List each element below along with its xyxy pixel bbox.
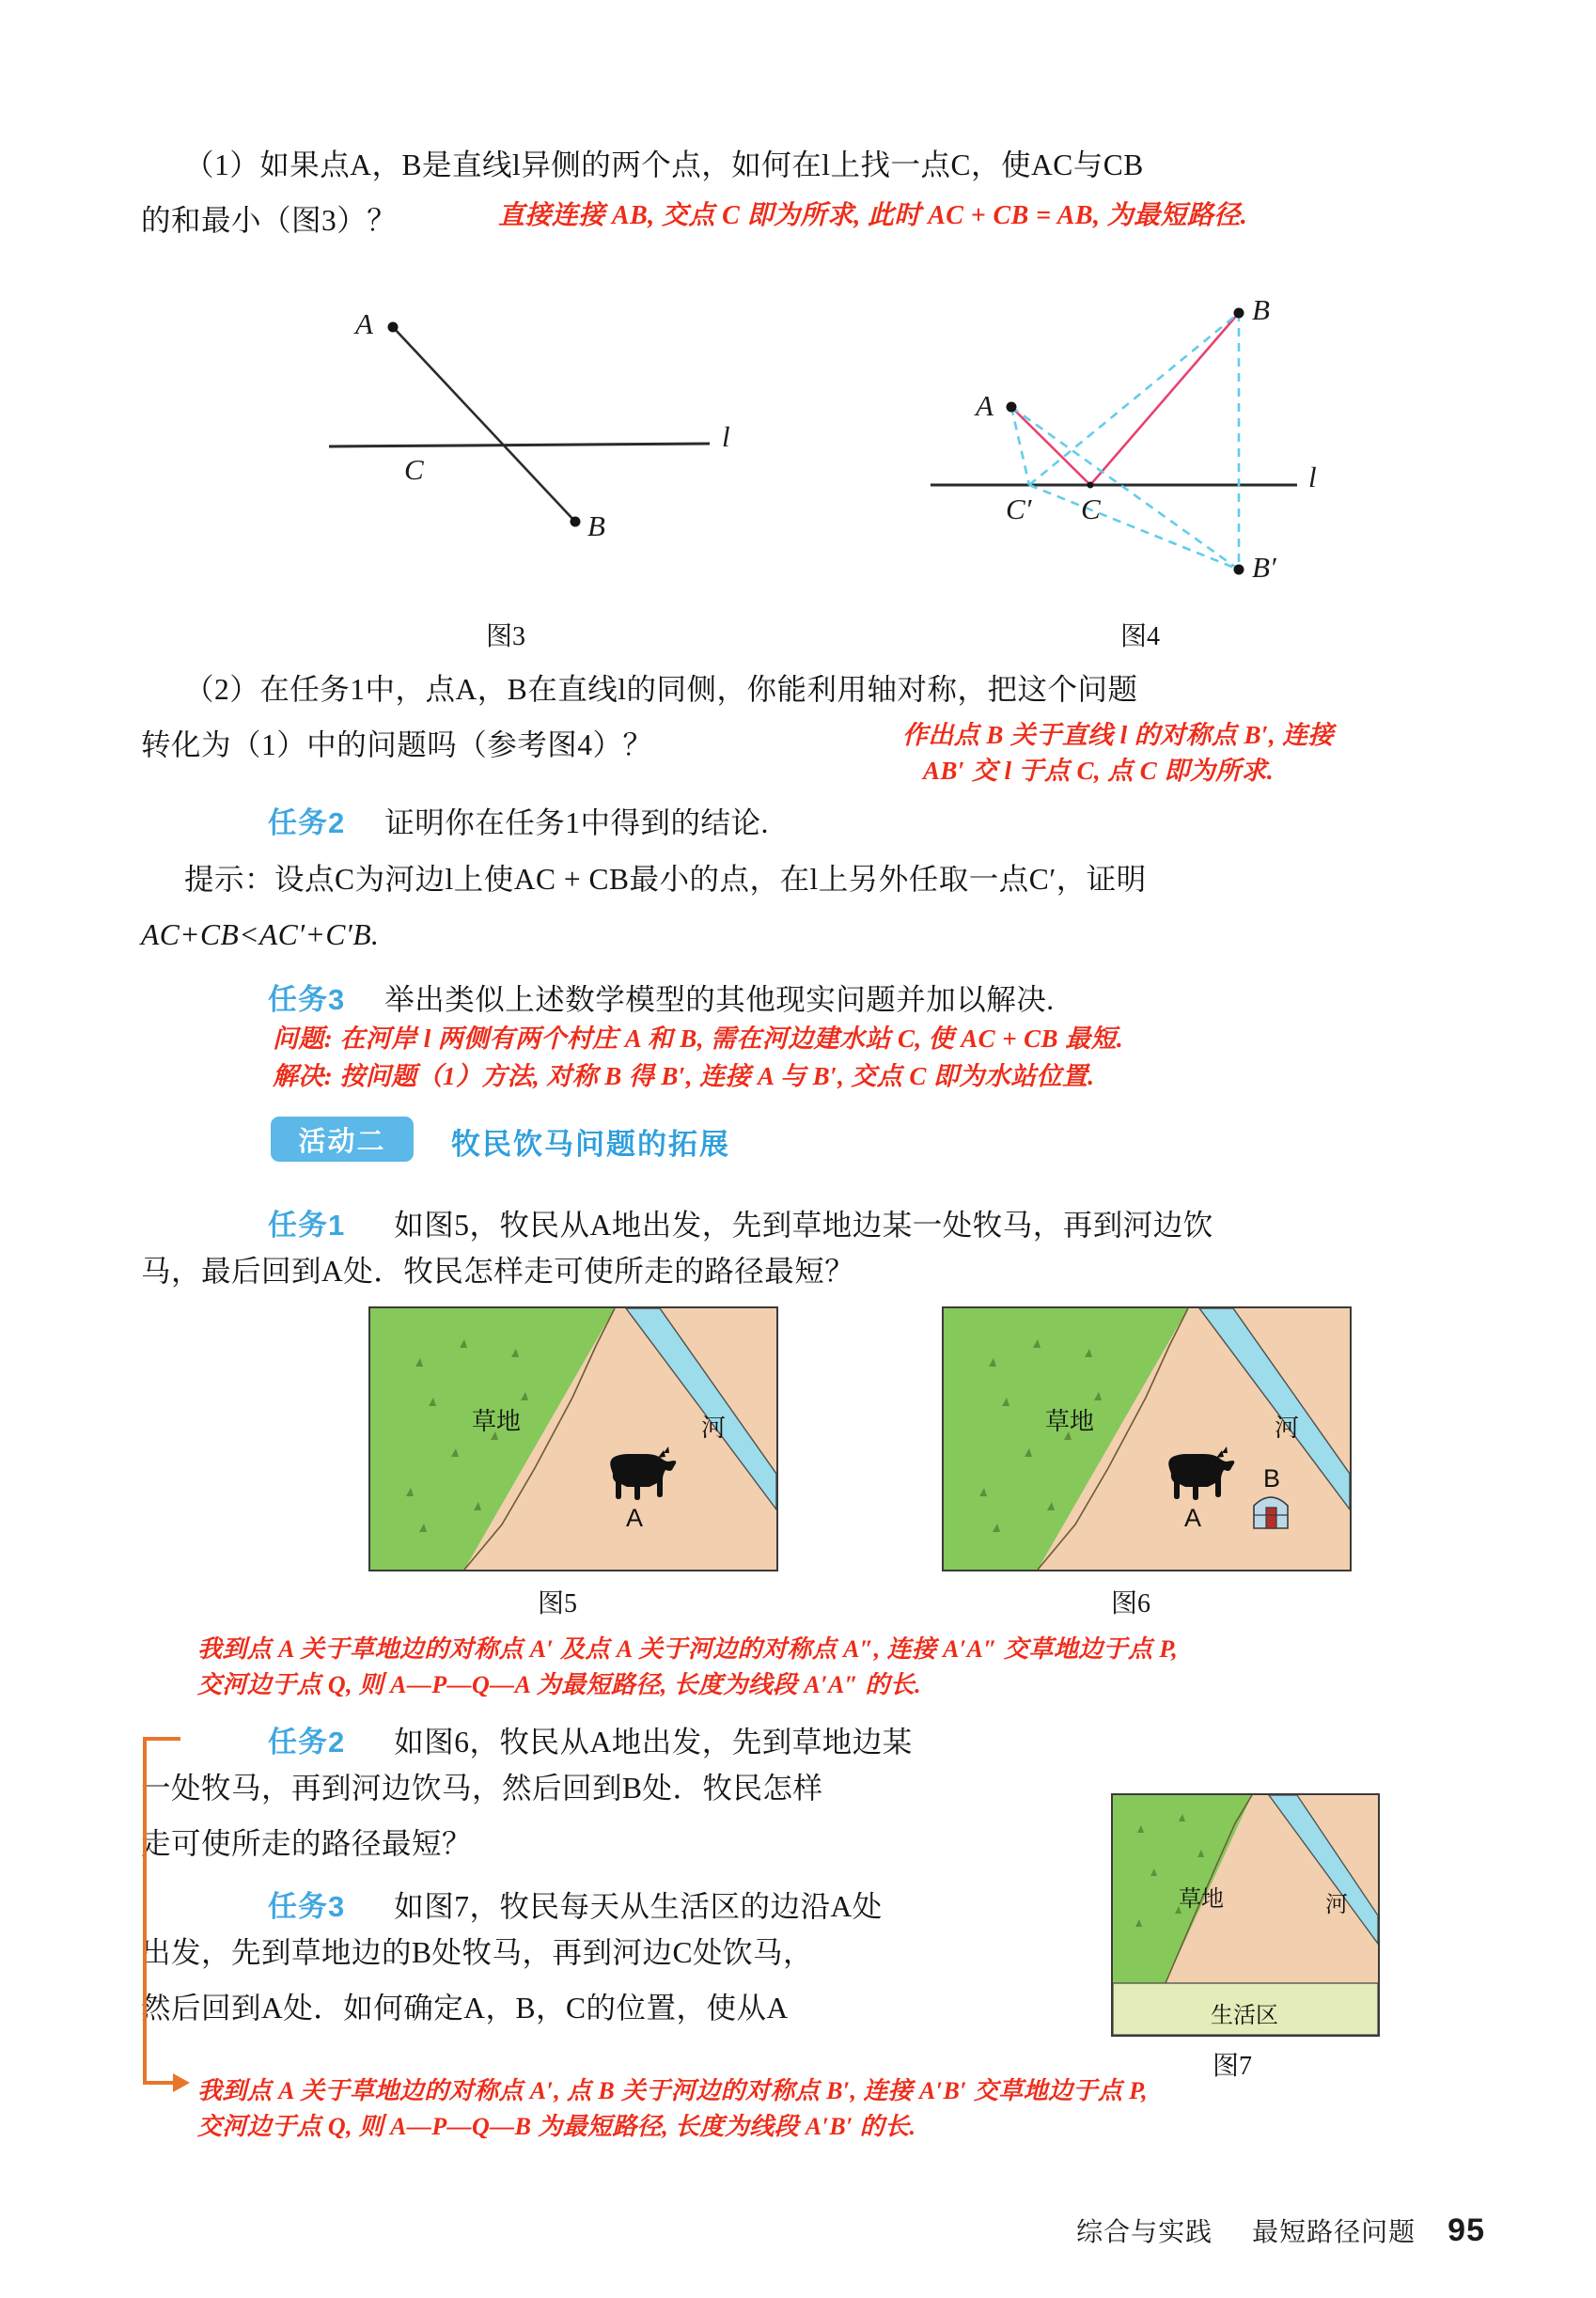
a2task3-line3: 然后回到A处．如何确定A，B，C的位置，使从A	[141, 1992, 789, 2024]
a2task3-label: 任务3	[268, 1890, 346, 1923]
a2task2-line3: 走可使所走的路径最短？	[141, 1827, 473, 1860]
figure-4-label-l: l	[1308, 461, 1317, 493]
task3-text: 举出类似上述数学模型的其他现实问题并加以解决.	[384, 983, 1055, 1016]
a2task1-heading	[268, 1201, 1213, 1243]
task2-text: 证明你在任务1中得到的结论.	[384, 806, 769, 839]
question1-annotation: 直接连接 AB, 交点 C 即为所求, 此时 AC + CB = AB, 为最短路径.	[498, 201, 1248, 230]
a2task3-line2: 出发，先到草地边的B处牧马，再到河边C处饮马，	[141, 1936, 814, 1969]
a2task1-line1: 如图5，牧民从A地出发，先到草地边某一处牧马，再到河边饮	[394, 1209, 1213, 1242]
figure-4-label-a: A	[976, 389, 994, 422]
a2task3-annotation-line1: 我到点 A 关于草地边的对称点 A′, 点 B 关于河边的对称点 B′, 连接 A′B′ 交草地边于点 P,	[197, 2077, 1148, 2104]
figure-3-label-c: C	[404, 453, 424, 486]
figure-7-scene	[1111, 1793, 1380, 2037]
figure-3-label-a: A	[355, 307, 373, 340]
figure-3-label-l: l	[722, 420, 730, 453]
task2-label: 任务2	[268, 806, 346, 839]
question2-annotation-line2: AB′ 交 l 于点 C, 点 C 即为所求.	[923, 757, 1275, 785]
task2-hint-line2: AC+CB<AC′+C′B.	[141, 918, 380, 951]
a2task3-annotation-line2: 交河边于点 Q, 则 A—P—Q—B 为最短路径, 长度为线段 A′B′ 的长.	[197, 2113, 916, 2140]
a2task2-line1: 如图6，牧民从A地出发，先到草地边某	[394, 1726, 913, 1759]
figure-6-point-b: B	[1263, 1464, 1281, 1493]
a2task2-line2: 一处牧马，再到河边饮马，然后回到B处．牧民怎样	[141, 1772, 823, 1805]
figure-4-label-b: B	[1252, 293, 1270, 326]
figure-4-caption: 图4	[1120, 622, 1161, 651]
question2-line2: 转化为（1）中的问题吗（参考图4）？	[141, 728, 653, 761]
page-number: 95	[1447, 2212, 1485, 2248]
figure-5-river-label: 河	[701, 1414, 727, 1442]
figure-3-label-b: B	[587, 509, 605, 542]
figure-6-point-a: A	[1184, 1504, 1202, 1532]
footer-topic: 最短路径问题	[1252, 2218, 1416, 2247]
footer-section: 综合与实践	[1076, 2218, 1213, 2247]
margin-bracket-arrow	[137, 1735, 194, 2116]
figure-6-caption: 图6	[1111, 1589, 1151, 1618]
task2-hint-line1: 提示：设点C为河边l上使AC + CB最小的点，在l上另外任取一点C′，证明	[184, 863, 1147, 896]
task3-label: 任务3	[268, 983, 346, 1016]
activity2-title: 牧民饮马问题的拓展	[451, 1128, 730, 1161]
figure-6-river-label: 河	[1275, 1414, 1300, 1442]
task2-heading	[268, 799, 769, 841]
figure-7-caption: 图7	[1213, 2052, 1253, 2081]
figure-4-label-b-prime: B′	[1252, 551, 1276, 584]
page-footer	[1076, 2212, 1485, 2249]
task3-annotation-line2: 解决: 按问题（1）方法, 对称 B 得 B′, 连接 A 与 B′, 交点 C 即为水站位置.	[273, 1062, 1095, 1090]
a2task2-label: 任务2	[268, 1726, 346, 1759]
a2task1-label: 任务1	[268, 1209, 346, 1242]
task3-heading	[268, 976, 1055, 1018]
question1-line1: （1）如果点A，B是直线l异侧的两个点，如何在l上找一点C，使AC与CB	[184, 149, 1144, 181]
a2task1-line2: 马，最后回到A处．牧民怎样走可使所走的路径最短？	[141, 1255, 855, 1288]
a2task3-heading	[268, 1883, 883, 1925]
figure-7-river-label: 河	[1325, 1892, 1348, 1917]
question2-line1: （2）在任务1中，点A，B在直线l的同侧，你能利用轴对称，把这个问题	[184, 673, 1138, 706]
figure-6-grass-label: 草地	[1045, 1407, 1095, 1435]
figure-4-label-c: C	[1081, 492, 1101, 525]
task3-annotation-line1: 问题: 在河岸 l 两侧有两个村庄 A 和 B, 需在河边建水站 C, 使 AC + CB 最短.	[273, 1024, 1124, 1053]
figure-5-grass-label: 草地	[472, 1407, 522, 1435]
figure-7-living-label: 生活区	[1211, 2003, 1278, 2028]
figure-5-caption: 图5	[538, 1589, 578, 1618]
a2task2-heading	[268, 1718, 913, 1760]
figure-4-label-c-prime: C′	[1006, 492, 1032, 525]
figure-6-scene	[942, 1306, 1352, 1571]
figure-5-scene	[368, 1306, 778, 1571]
a2task1-annotation-line2: 交河边于点 Q, 则 A—P—Q—A 为最短路径, 长度为线段 A′A″ 的长.	[197, 1671, 922, 1698]
figure-7-grass-label: 草地	[1179, 1886, 1224, 1912]
figure-3	[282, 282, 808, 592]
a2task3-line1: 如图7，牧民每天从生活区的边沿A处	[394, 1890, 883, 1923]
question2-annotation-line1: 作出点 B 关于直线 l 的对称点 B′, 连接	[902, 721, 1334, 749]
question1-line2: 的和最小（图3）？	[141, 204, 398, 237]
figure-3-caption: 图3	[486, 622, 526, 651]
figure-5-point-a: A	[626, 1504, 644, 1532]
activity2-badge: 活动二	[271, 1117, 414, 1162]
a2task1-annotation-line1: 我到点 A 关于草地边的对称点 A′ 及点 A 关于河边的对称点 A″, 连接 A′A″ 交草地边于点 P,	[197, 1635, 1179, 1663]
figure-4	[921, 271, 1410, 600]
